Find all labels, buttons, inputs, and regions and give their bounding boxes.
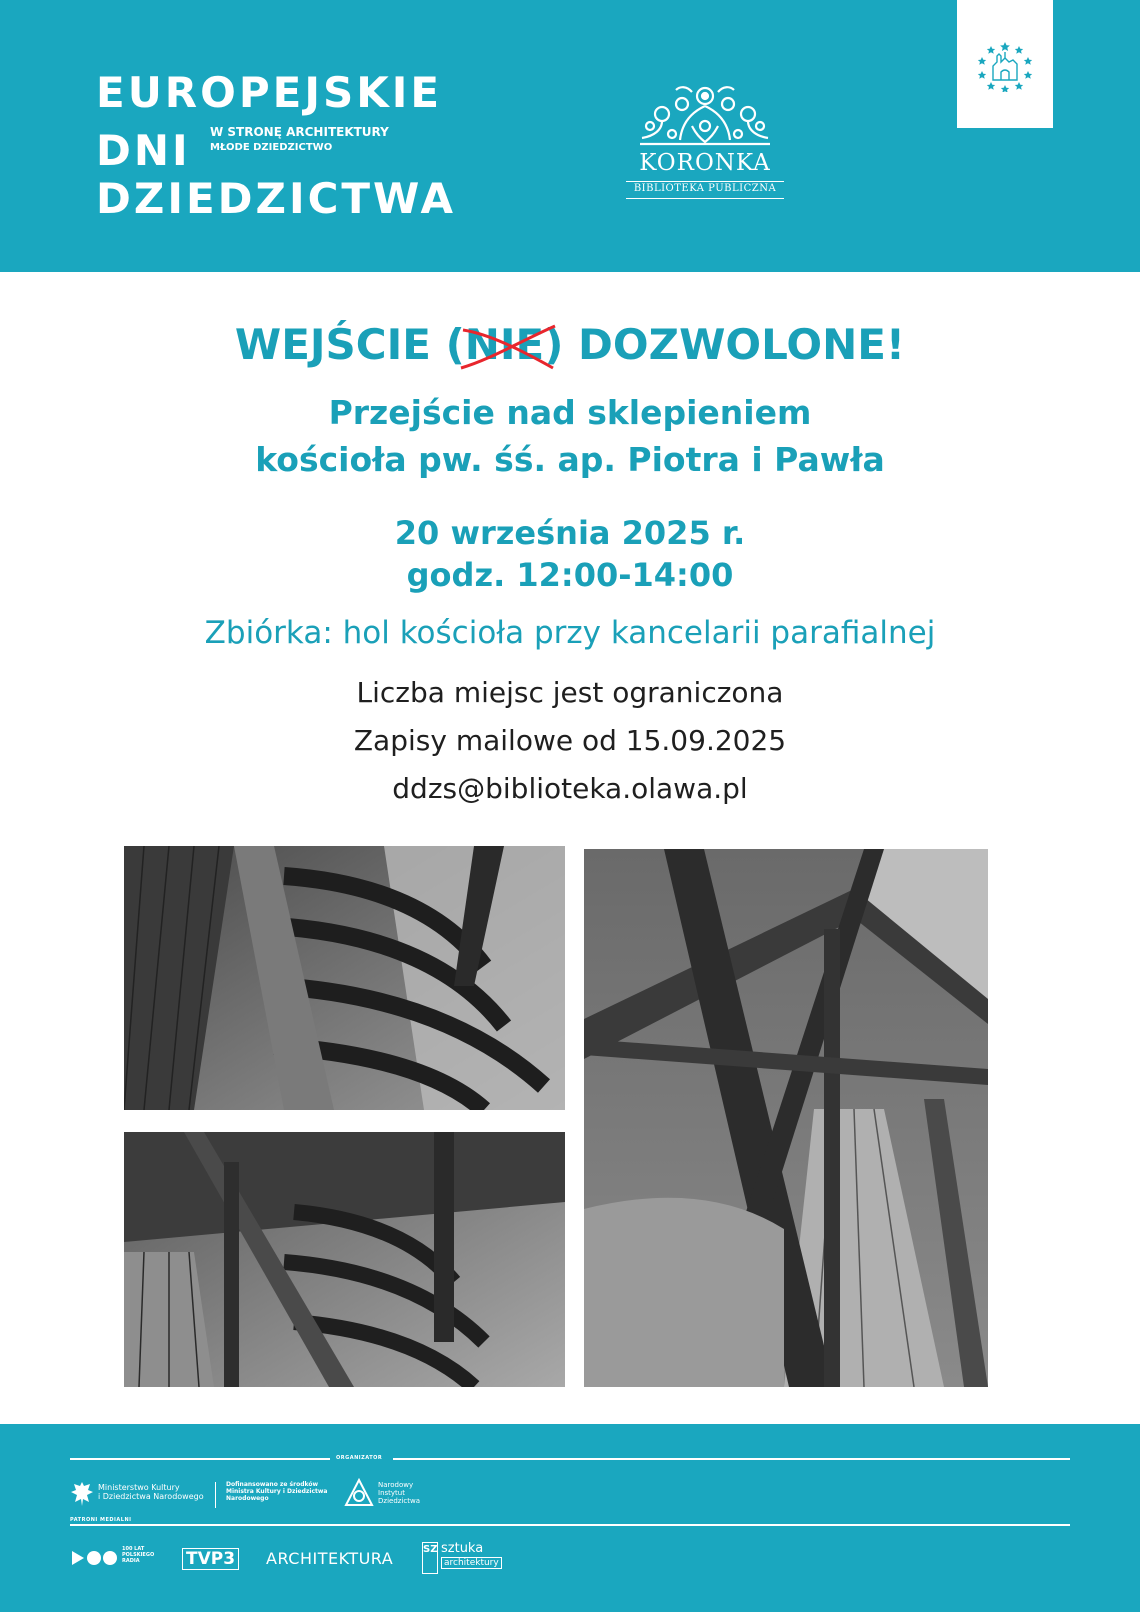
polish-eagle-icon: [70, 1480, 94, 1508]
nid-logo-icon: [344, 1478, 374, 1508]
sztuka-line2: architektury: [441, 1557, 502, 1569]
library-name: KORONKA: [639, 150, 771, 176]
funding-line1: Dofinansowano ze środków: [226, 1481, 319, 1488]
title-part-after: ) DOZWOLONE!: [544, 320, 906, 369]
photo-roof-truss-image: [584, 849, 988, 1387]
sztuka-line1: sztuka: [441, 1541, 484, 1556]
organizer-caption: ORGANIZATOR: [336, 1455, 383, 1461]
organizer-rule-right: [393, 1458, 1070, 1460]
tvp3-logo: TVP3: [182, 1548, 239, 1570]
photo-attic-walkway-image: [124, 846, 565, 1110]
funding-line3: Narodowego: [226, 1494, 269, 1502]
title-struck-word: [465, 320, 544, 369]
polish-radio-icon: [70, 1548, 120, 1568]
library-logo-divider: [626, 181, 784, 182]
polish-radio-text: [122, 1547, 154, 1564]
photo-attic-railing: [124, 1132, 565, 1387]
stars-circle-icon: [975, 40, 1035, 92]
sztuka-architektury-logo: [441, 1542, 502, 1569]
koronka-library-logo: [622, 82, 788, 200]
photo-roof-truss: [584, 849, 988, 1387]
event-subtitle-line1: Przejście nad sklepieniem: [328, 393, 812, 432]
library-logo-underline: [626, 198, 784, 199]
ministry-line2: i Dziedzictwa Narodowego: [98, 1492, 204, 1502]
media-rule: [70, 1524, 1070, 1526]
red-strike-cross-icon: [459, 324, 559, 372]
logo-tagline-young-heritage: MŁODE DZIEDZICTWO: [210, 142, 333, 153]
media-caption: PATRONI MEDIALNI: [70, 1517, 132, 1523]
limited-places-note: Liczba miejsc jest ograniczona: [356, 676, 784, 709]
nid-name: [378, 1481, 420, 1505]
logo-line-dziedzictwa: DZIEDZICTWA: [96, 174, 456, 223]
photo-attic-railing-image: [124, 1132, 565, 1387]
funding-note: [226, 1482, 327, 1503]
title-struck-text: NIE: [464, 320, 545, 369]
contact-email[interactable]: ddzs@biblioteka.olawa.pl: [392, 772, 748, 805]
library-subtitle: BIBLIOTEKA PUBLICZNA: [633, 183, 777, 194]
logo-line-dni: DNI: [96, 126, 191, 175]
nid-line3: Dziedzictwa: [378, 1497, 420, 1506]
architektura-logo: ARCHITEKTURA: [266, 1549, 394, 1568]
lace-ornament-icon: [632, 82, 778, 152]
event-time: godz. 12:00-14:00: [406, 556, 734, 594]
footer-band: [0, 1424, 1140, 1612]
european-heritage-days-logo: [96, 68, 496, 223]
event-title: [0, 320, 1140, 369]
radio-line2: POLSKIEGO: [122, 1551, 155, 1558]
event-date: 20 września 2025 r.: [394, 514, 746, 552]
photo-attic-walkway: [124, 846, 565, 1110]
radio-line3: RADIA: [122, 1557, 140, 1564]
nid-line1: Narodowy: [378, 1481, 414, 1489]
logo-tagline-architecture: W STRONĘ ARCHITEKTURY: [210, 125, 389, 139]
sztuka-mark: SZ: [422, 1542, 438, 1574]
ministry-line1: Ministerstwo Kultury: [98, 1483, 180, 1492]
ministry-name: [98, 1483, 204, 1501]
ministry-divider: [215, 1482, 216, 1508]
organizer-rule-left: [70, 1458, 330, 1460]
header-band: [0, 0, 1140, 272]
title-part-before: WEJŚCIE (: [234, 320, 465, 369]
radio-line1: 100 LAT: [122, 1546, 145, 1552]
funding-line2: Ministra Kultury i Dziedzictwa: [226, 1487, 328, 1495]
event-subtitle-line2: kościoła pw. śś. ap. Piotra i Pawła: [255, 440, 885, 479]
eu-heritage-emblem: [957, 0, 1053, 128]
meeting-point: Zbiórka: hol kościoła przy kancelarii parafialnej: [204, 615, 936, 651]
logo-line-europejskie: EUROPEJSKIE: [96, 68, 443, 117]
registration-note: Zapisy mailowe od 15.09.2025: [353, 724, 787, 757]
nid-line2: Instytut: [378, 1489, 405, 1498]
